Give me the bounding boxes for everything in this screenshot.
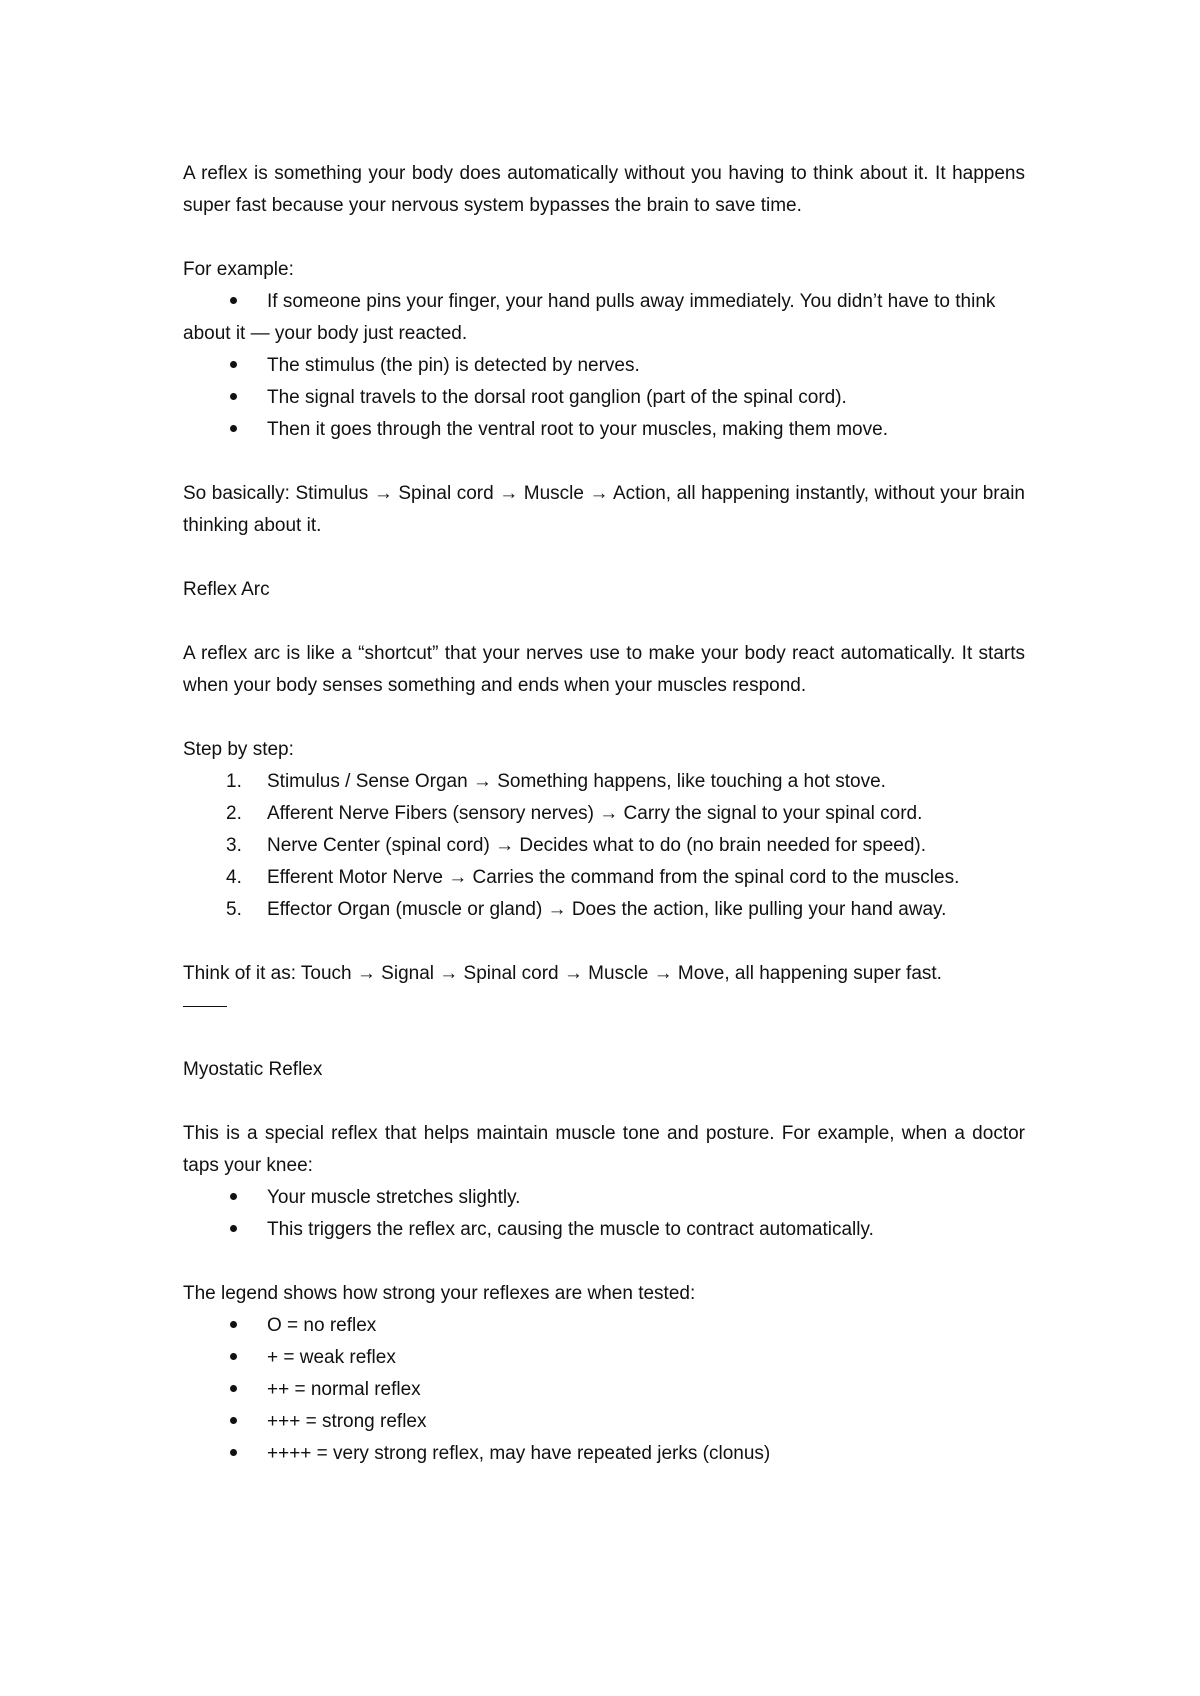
bullet-icon: [226, 350, 256, 382]
reflex-arc-heading: Reflex Arc: [183, 579, 270, 600]
example-bullet-3: [183, 382, 1025, 414]
intro-paragraph: A reflex is something your body does automatically without you having to think about it. It happens super fast because your nervous system bypasses the brain to save time.: [183, 163, 1025, 216]
section-divider: [183, 1006, 227, 1007]
step-text: Nerve Center (spinal cord) → Decides what to do (no brain needed for speed).: [267, 835, 927, 856]
bullet-text: This triggers the reflex arc, causing the muscle to contract automatically.: [267, 1219, 874, 1240]
bullet-icon: [226, 414, 256, 446]
step-item-1: [183, 766, 1025, 798]
bullet-icon: [226, 1374, 256, 1406]
bullet-icon: [226, 1310, 256, 1342]
bullet-text: The signal travels to the dorsal root ganglion (part of the spinal cord).: [267, 387, 847, 408]
bullet-text: If someone pins your finger, your hand pulls away immediately. You didn’t have to think: [267, 291, 996, 312]
legend-item-3: [183, 1374, 1025, 1406]
legend-item-4: [183, 1406, 1025, 1438]
legend-text: ++ = normal reflex: [267, 1379, 421, 1400]
myostatic-heading: Myostatic Reflex: [183, 1059, 323, 1080]
bullet-text: The stimulus (the pin) is detected by nerves.: [267, 355, 640, 376]
example-label: For example:: [183, 259, 294, 280]
think-of-it-paragraph: Think of it as: Touch → Signal → Spinal cord → Muscle → Move, all happening super fast.: [183, 963, 942, 984]
step-item-4: [183, 862, 1025, 894]
legend-text: + = weak reflex: [267, 1347, 396, 1368]
bullet-icon: [226, 1406, 256, 1438]
myostatic-bullet-1: [183, 1182, 1025, 1214]
step-item-3: [183, 830, 1025, 862]
bullet-continuation: about it — your body just reacted.: [183, 323, 468, 344]
myostatic-bullet-2: [183, 1214, 1025, 1246]
bullet-icon: [226, 1214, 256, 1246]
legend-label: The legend shows how strong your reflexes are when tested:: [183, 1283, 696, 1304]
step-number: 4.: [226, 867, 242, 888]
step-text: Afferent Nerve Fibers (sensory nerves) → Carry the signal to your spinal cord.: [267, 803, 923, 824]
summary-paragraph: So basically: Stimulus → Spinal cord → Muscle → Action, all happening instantly, without your brain thinking about it.: [183, 483, 1025, 536]
example-bullet-2: [183, 350, 1025, 382]
example-bullet-1: [183, 286, 1025, 318]
bullet-text: Then it goes through the ventral root to your muscles, making them move.: [267, 419, 888, 440]
step-number: 3.: [226, 835, 242, 856]
bullet-text: Your muscle stretches slightly.: [267, 1187, 521, 1208]
legend-text: O = no reflex: [267, 1315, 377, 1336]
reflex-arc-paragraph: A reflex arc is like a “shortcut” that your nerves use to make your body react automatically. It starts when your body senses something and ends when your muscles respond.: [183, 643, 1025, 696]
legend-item-1: [183, 1310, 1025, 1342]
example-bullet-4: [183, 414, 1025, 446]
legend-item-5: [183, 1438, 1025, 1470]
legend-text: ++++ = very strong reflex, may have repeated jerks (clonus): [267, 1443, 771, 1464]
bullet-icon: [226, 1438, 256, 1470]
step-text: Stimulus / Sense Organ → Something happens, like touching a hot stove.: [267, 771, 886, 792]
steps-label: Step by step:: [183, 739, 294, 760]
step-text: Efferent Motor Nerve → Carries the command from the spinal cord to the muscles.: [267, 867, 960, 888]
legend-item-2: [183, 1342, 1025, 1374]
bullet-icon: [226, 1182, 256, 1214]
document-page: [183, 158, 1025, 1470]
step-number: 5.: [226, 899, 242, 920]
legend-text: +++ = strong reflex: [267, 1411, 427, 1432]
bullet-icon: [226, 1342, 256, 1374]
bullet-icon: [226, 382, 256, 414]
step-number: 2.: [226, 803, 242, 824]
myostatic-paragraph: This is a special reflex that helps maintain muscle tone and posture. For example, when a doctor taps your knee:: [183, 1123, 1025, 1176]
step-item-5: [183, 894, 1025, 926]
step-text: Effector Organ (muscle or gland) → Does the action, like pulling your hand away.: [267, 899, 947, 920]
bullet-icon: [226, 286, 256, 318]
step-number: 1.: [226, 771, 242, 792]
step-item-2: [183, 798, 1025, 830]
